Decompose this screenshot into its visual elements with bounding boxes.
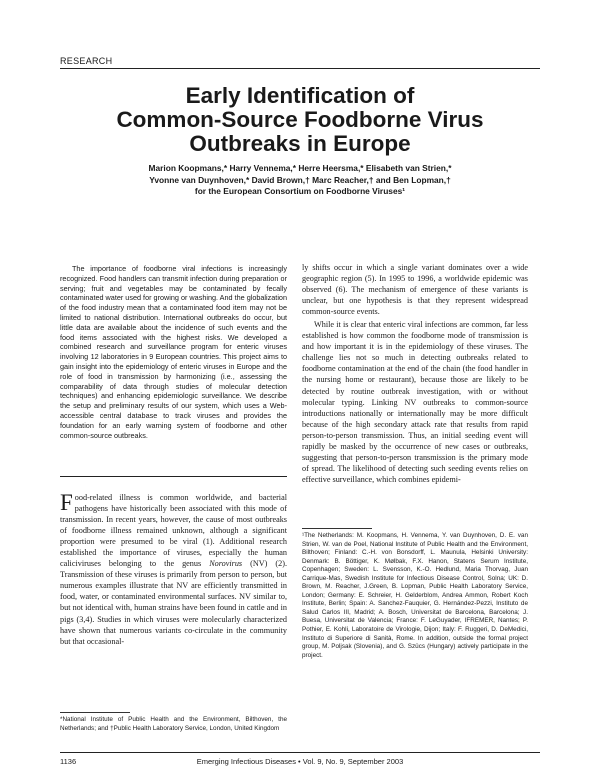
- article-title: [60, 84, 540, 156]
- body-text: ood-related illness is common worldwide, and bacterial pathogens have historically been associated with this mode of transmission. In recent years, however, the cause of most outbreaks of foodborne illness remained unknown, although a significant proportion were presumed to be viral (1). Additional research established the importance of viruses, especially the human caliciviruses belonging to the genus: [60, 493, 287, 569]
- abstract: The importance of foodborne viral infections is increasingly recognized. Food handlers can transmit infection during preparation or serving; fruit and vegetables may be contaminated by fecally contaminated water used for growing or washing. And the globalization of the food industry mean that a contaminated food item may not be limited to national distribution. International outbreaks do occur, but little data are available about the incidence of such events and the food items associated with the highest risks. We developed a combined research and surveillance program for enteric viruses involving 12 laboratories in 9 European countries. This project aims to gain insight into the epidemiology of enteric viruses in Europe and the role of food in transmission by harmonizing (i.e., assessing the comparability of data through studies of molecular detection techniques) and enhancing epidemiologic surveillance. We describe the setup and preliminary results of our system, which uses a Web-accessible central database to track viruses and provides the foundation for an early warning system of foodborne and other common-source outbreaks.: [60, 264, 287, 440]
- abstract-divider: [60, 476, 287, 477]
- consortium-footnote: ¹The Netherlands: M. Koopmans, H. Vennema, Y. van Duynhoven, D. E. van Strien, W. van de Poel, National Institute of Public Health and the Environment, Bilthoven; Finland: C.-H. von Bonsdorff, L. Maunula, Helsinki University: Denmark: B. Böttiger, K. Mølbak, F.X. Hanon, Statens Serum Institute, Copenhagen; Sweden: L. Svensson, K.-O. Hedlund, Maria Thorvag, Juan Carrique-Mas, Swedish Institute for Infectious Disease Control, Solna; UK: D. Brown, M. Reacher, J.Green, B. Lopman, Public Health Laboratory Service, London; Germany: E. Schreier, H. Gelderblom, Andrea Ammon, Robert Koch Institute, Berlin; Spain: A. Sanchez-Fauquier, G. Hernández-Pezzi, Instituto de Salud Carlos III, Madrid; A. Bosch, Universitat de Barcelona, Barcelona; J. Buesa, Universitat de Valencia; France: F. LeGuyader, IFREMER, Nantes; P. Pothier, E. Kohli, Laboratoire de Virologie, Dijon; Italy: F. Ruggeri, D. DeMedici, Instituto di Superiore di Sanità, Rome. In addition, outside the formal project group, M. Poljsak (Slovenia), and G. Szücs (Hungary) actively participate in the project.: [302, 532, 528, 659]
- author-line: Yvonne van Duynhoven,* David Brown,† Marc Reacher,† and Ben Lopman,†: [149, 174, 451, 185]
- author-line: Marion Koopmans,* Harry Vennema,* Herre Heersma,* Elisabeth van Strien,*: [148, 163, 452, 173]
- body-text: (NV) (2). Transmission of these viruses is primarily from person to person, but numerous examples illustrate that NV are efficiently transmitted in food, water, or contaminated environmental surfaces. NV similar to, but not identical with, human strains have been found in cattle and in pigs (3,4). Studies in which viruses were molecularly characterized have shown that numerous variants co-circulate in the community but that occasional-: [60, 559, 288, 646]
- genus-name: Norovirus: [209, 559, 243, 569]
- title-line: Early Identification of: [185, 83, 415, 108]
- journal-info: Emerging Infectious Diseases • Vol. 9, No. 9, September 2003: [196, 757, 404, 766]
- body-paragraph: ly shifts occur in which a single variant dominates over a wide geographic region (5). In 1995 to 1996, a worldwide epidemic was observed (6). The mechanism of emergence of these variants is unclear, but one hypothesis is that they represent widespread common-source events.: [302, 263, 528, 317]
- body-right-column: [302, 262, 528, 485]
- section-label: RESEARCH: [60, 56, 113, 66]
- footer-rule: [60, 752, 540, 753]
- page-number: 1136: [60, 757, 77, 766]
- title-line: Outbreaks in Europe: [189, 131, 411, 156]
- body-left-column: [60, 492, 287, 647]
- footnote-left-block: [60, 712, 287, 733]
- author-line: for the European Consortium on Foodborne Viruses¹: [194, 186, 406, 197]
- title-line: Common-Source Foodborne Virus: [116, 107, 484, 132]
- footnote-rule: [302, 528, 372, 529]
- author-list: [60, 163, 540, 198]
- affiliation-footnote: *National Institute of Public Health and the Environment, Bilthoven, the Netherlands; and †Public Health Laboratory Service, London, United Kingdom: [60, 716, 287, 732]
- footnote-rule: [60, 712, 130, 713]
- body-paragraph: While it is clear that enteric viral infections are common, far less established is how common the foodborne mode of transmission is and how important it is in the epidemiology of these viruses. The challenge lies not so much in detecting outbreaks related to foodborne contamination at the end of the chain (the food handler in the nursing home or restaurant), because those are likely to be detected by routine outbreak investigation, with or without molecular typing. Linking NV outbreaks to common-source introductions nationally or internationally may be more difficult because of the high secondary attack rate that results from rapid person-to-person transmission. Thus, an initial seeding event will rapidly be masked by the occurrence of new cases or outbreaks, suggesting that person-to-person transmission is the primary mode of spread. The likelihood of detecting such seeding events relies on effective surveillance, which combines epidemi-: [302, 320, 528, 484]
- drop-cap: F: [60, 490, 73, 515]
- header-rule: [60, 68, 540, 69]
